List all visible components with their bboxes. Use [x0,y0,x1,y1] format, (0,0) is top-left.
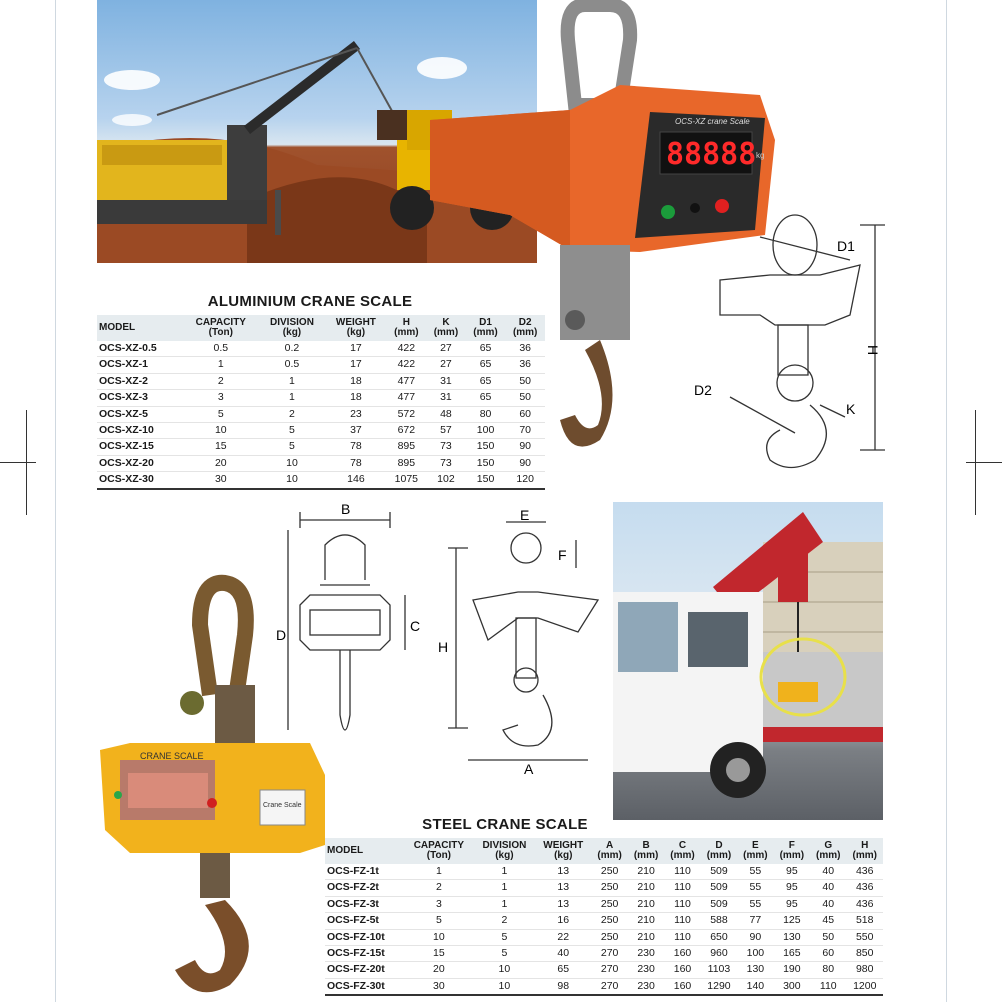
value-cell: 1 [474,880,535,896]
crop-mark-left-h [0,462,36,463]
value-cell: 250 [591,896,627,912]
table-row [97,357,545,373]
aluminium-table-header [97,315,545,341]
value-cell: 190 [774,962,810,978]
value-cell: 95 [774,880,810,896]
value-cell: 55 [737,864,773,880]
aluminium-header-cell: DIVISION (kg) [259,315,326,341]
value-cell: 55 [737,880,773,896]
aluminium-header-cell: D2 (mm) [505,315,545,341]
value-cell: 55 [737,896,773,912]
value-cell: 130 [774,929,810,945]
value-cell: 78 [325,439,386,455]
value-cell: 210 [628,929,664,945]
steel-side-diagram [438,500,618,780]
value-cell: 230 [628,946,664,962]
model-cell: OCS-XZ-0.5 [97,341,183,357]
model-cell: OCS-FZ-10t [325,929,404,945]
value-cell: 36 [505,357,545,373]
value-cell: 509 [701,896,737,912]
value-cell: 518 [846,913,883,929]
value-cell: 40 [810,864,846,880]
table-row [97,390,545,406]
model-cell: OCS-XZ-30 [97,472,183,489]
table-row [325,880,883,896]
value-cell: 60 [810,946,846,962]
value-cell: 150 [466,439,506,455]
value-cell: 40 [810,880,846,896]
table-row [97,423,545,439]
aluminium-header-cell: WEIGHT (kg) [325,315,386,341]
diagram-label-d1: D1 [837,238,855,254]
value-cell: 2 [474,913,535,929]
value-cell: 100 [737,946,773,962]
value-cell: 73 [426,455,466,471]
value-cell: 95 [774,864,810,880]
value-cell: 90 [505,439,545,455]
value-cell: 1 [259,373,326,389]
value-cell: 80 [466,406,506,422]
value-cell: 65 [466,390,506,406]
table-row [97,439,545,455]
value-cell: 1075 [387,472,427,489]
zero-button[interactable] [661,205,675,219]
steel-header-cell: G (mm) [810,838,846,864]
model-cell: OCS-XZ-15 [97,439,183,455]
value-cell: 5 [474,946,535,962]
table-row [325,929,883,945]
value-cell: 73 [426,439,466,455]
steel-crane-scale-product [100,575,330,1005]
value-cell: 60 [505,406,545,422]
steel-table-header [325,838,883,864]
value-cell: 36 [505,341,545,357]
value-cell: 20 [404,962,474,978]
value-cell: 0.5 [183,341,259,357]
value-cell: 210 [628,913,664,929]
value-cell: 230 [628,978,664,995]
value-cell: 10 [404,929,474,945]
value-cell: 1 [404,864,474,880]
steel-header-cell: CAPACITY (Ton) [404,838,474,864]
value-cell: 477 [387,373,427,389]
value-cell: 850 [846,946,883,962]
value-cell: 17 [325,341,386,357]
value-cell: 10 [474,978,535,995]
steel-header-cell: C (mm) [664,838,700,864]
crop-mark-right-v [975,410,976,515]
value-cell: 270 [591,978,627,995]
value-cell: 13 [535,880,591,896]
table-row [97,455,545,471]
value-cell: 895 [387,439,427,455]
model-cell: OCS-FZ-15t [325,946,404,962]
value-cell: 1 [474,896,535,912]
value-cell: 98 [535,978,591,995]
value-cell: 1200 [846,978,883,995]
value-cell: 10 [259,472,326,489]
value-cell: 160 [664,946,700,962]
value-cell: 57 [426,423,466,439]
value-cell: 80 [810,962,846,978]
diagram-label-c: C [410,618,421,634]
value-cell: 210 [628,864,664,880]
value-cell: 436 [846,864,883,880]
value-cell: 30 [183,472,259,489]
value-cell: 3 [183,390,259,406]
aluminium-spec-table [97,315,545,490]
scale-display-readout: 88888 [666,137,757,172]
diagram-label-d2: D2 [694,382,712,398]
model-cell: OCS-XZ-5 [97,406,183,422]
value-cell: 250 [591,864,627,880]
scale-unit-label: kg [756,151,765,160]
steel-header-cell: D (mm) [701,838,737,864]
value-cell: 100 [466,423,506,439]
model-cell: OCS-FZ-2t [325,880,404,896]
value-cell: 210 [628,880,664,896]
table-row [325,946,883,962]
value-cell: 31 [426,373,466,389]
yellow-scale-brand: CRANE SCALE [140,751,204,761]
diagram-label-f: F [558,547,567,563]
value-cell: 588 [701,913,737,929]
value-cell: 65 [466,373,506,389]
value-cell: 572 [387,406,427,422]
scale-brand-label: OCS-XZ crane Scale [675,117,750,126]
diagram-label-h: H [865,345,881,356]
value-cell: 90 [505,455,545,471]
table-row [325,978,883,995]
diagram-label-k: K [846,401,856,417]
model-cell: OCS-FZ-30t [325,978,404,995]
value-cell: 422 [387,357,427,373]
model-cell: OCS-XZ-10 [97,423,183,439]
steel-header-cell: B (mm) [628,838,664,864]
steel-spec-table [325,838,883,996]
steel-header-cell: E (mm) [737,838,773,864]
table-row [325,962,883,978]
model-cell: OCS-XZ-20 [97,455,183,471]
table-row [97,406,545,422]
value-cell: 125 [774,913,810,929]
value-cell: 250 [591,913,627,929]
model-cell: OCS-FZ-1t [325,864,404,880]
crane-truck-photo [613,502,883,820]
value-cell: 300 [774,978,810,995]
value-cell: 13 [535,864,591,880]
diagram-label-h-steel: H [438,639,449,655]
crop-mark-right-h [966,462,1002,463]
value-cell: 102 [426,472,466,489]
steel-header-cell: WEIGHT (kg) [535,838,591,864]
value-cell: 5 [183,406,259,422]
value-cell: 1 [183,357,259,373]
diagram-label-a: A [524,761,534,777]
value-cell: 23 [325,406,386,422]
value-cell: 2 [404,880,474,896]
value-cell: 0.5 [259,357,326,373]
value-cell: 40 [535,946,591,962]
value-cell: 210 [628,896,664,912]
steel-header-cell: A (mm) [591,838,627,864]
aluminium-header-cell: D1 (mm) [466,315,506,341]
table-row [325,864,883,880]
diagram-label-d: D [276,627,287,643]
value-cell: 895 [387,455,427,471]
value-cell: 110 [664,913,700,929]
value-cell: 10 [183,423,259,439]
value-cell: 40 [810,896,846,912]
value-cell: 110 [810,978,846,995]
value-cell: 17 [325,357,386,373]
value-cell: 110 [664,864,700,880]
yellow-scale-sticker: Crane Scale [263,802,302,809]
value-cell: 509 [701,880,737,896]
value-cell: 980 [846,962,883,978]
value-cell: 18 [325,390,386,406]
crop-mark-left-v [26,410,27,515]
value-cell: 5 [259,439,326,455]
value-cell: 110 [664,929,700,945]
value-cell: 422 [387,341,427,357]
crane-truck-graphic [613,502,883,820]
diagram-label-e: E [520,507,530,523]
diagram-label-b: B [341,501,351,517]
value-cell: 10 [474,962,535,978]
steel-table-body [325,864,883,995]
model-cell: OCS-FZ-5t [325,913,404,929]
value-cell: 22 [535,929,591,945]
table-row [325,896,883,912]
value-cell: 250 [591,929,627,945]
table-row [97,341,545,357]
value-cell: 18 [325,373,386,389]
value-cell: 110 [664,880,700,896]
steel-section-title: STEEL CRANE SCALE [422,816,588,833]
table-row [325,913,883,929]
value-cell: 65 [535,962,591,978]
value-cell: 31 [426,390,466,406]
value-cell: 78 [325,455,386,471]
value-cell: 2 [259,406,326,422]
value-cell: 0.2 [259,341,326,357]
value-cell: 110 [664,896,700,912]
steel-header-cell: F (mm) [774,838,810,864]
value-cell: 20 [183,455,259,471]
value-cell: 95 [774,896,810,912]
aluminium-header-cell: H (mm) [387,315,427,341]
value-cell: 270 [591,946,627,962]
value-cell: 550 [846,929,883,945]
value-cell: 436 [846,896,883,912]
value-cell: 250 [591,880,627,896]
value-cell: 150 [466,455,506,471]
value-cell: 150 [466,472,506,489]
value-cell: 165 [774,946,810,962]
aluminium-header-cell: CAPACITY (Ton) [183,315,259,341]
model-cell: OCS-XZ-1 [97,357,183,373]
value-cell: 436 [846,880,883,896]
table-row [97,472,545,489]
value-cell: 90 [737,929,773,945]
value-cell: 15 [183,439,259,455]
value-cell: 1290 [701,978,737,995]
value-cell: 15 [404,946,474,962]
model-cell: OCS-FZ-20t [325,962,404,978]
value-cell: 13 [535,896,591,912]
page-border-left [55,0,56,1002]
value-cell: 509 [701,864,737,880]
value-cell: 50 [810,929,846,945]
model-cell: OCS-FZ-3t [325,896,404,912]
value-cell: 140 [737,978,773,995]
value-cell: 160 [664,962,700,978]
steel-header-cell: H (mm) [846,838,883,864]
aluminium-table-body [97,341,545,489]
value-cell: 45 [810,913,846,929]
value-cell: 50 [505,373,545,389]
value-cell: 672 [387,423,427,439]
model-cell: OCS-XZ-2 [97,373,183,389]
value-cell: 48 [426,406,466,422]
model-cell: OCS-XZ-3 [97,390,183,406]
table-row [97,373,545,389]
aluminium-section-title: ALUMINIUM CRANE SCALE [207,293,413,310]
mid-button[interactable] [690,203,700,213]
value-cell: 27 [426,357,466,373]
value-cell: 477 [387,390,427,406]
value-cell: 1103 [701,962,737,978]
value-cell: 5 [474,929,535,945]
value-cell: 65 [466,357,506,373]
value-cell: 1 [259,390,326,406]
value-cell: 65 [466,341,506,357]
value-cell: 1 [474,864,535,880]
value-cell: 37 [325,423,386,439]
aluminium-header-cell: MODEL [97,315,183,341]
value-cell: 16 [535,913,591,929]
value-cell: 5 [259,423,326,439]
value-cell: 3 [404,896,474,912]
value-cell: 130 [737,962,773,978]
value-cell: 27 [426,341,466,357]
value-cell: 160 [664,978,700,995]
aluminium-dimension-diagram [694,205,890,485]
value-cell: 10 [259,455,326,471]
value-cell: 650 [701,929,737,945]
value-cell: 30 [404,978,474,995]
steel-header-cell: MODEL [325,838,404,864]
value-cell: 50 [505,390,545,406]
value-cell: 270 [591,962,627,978]
page-border-right [946,0,947,1002]
value-cell: 5 [404,913,474,929]
value-cell: 70 [505,423,545,439]
steel-header-cell: DIVISION (kg) [474,838,535,864]
aluminium-header-cell: K (mm) [426,315,466,341]
value-cell: 960 [701,946,737,962]
value-cell: 2 [183,373,259,389]
value-cell: 120 [505,472,545,489]
value-cell: 77 [737,913,773,929]
value-cell: 230 [628,962,664,978]
value-cell: 146 [325,472,386,489]
